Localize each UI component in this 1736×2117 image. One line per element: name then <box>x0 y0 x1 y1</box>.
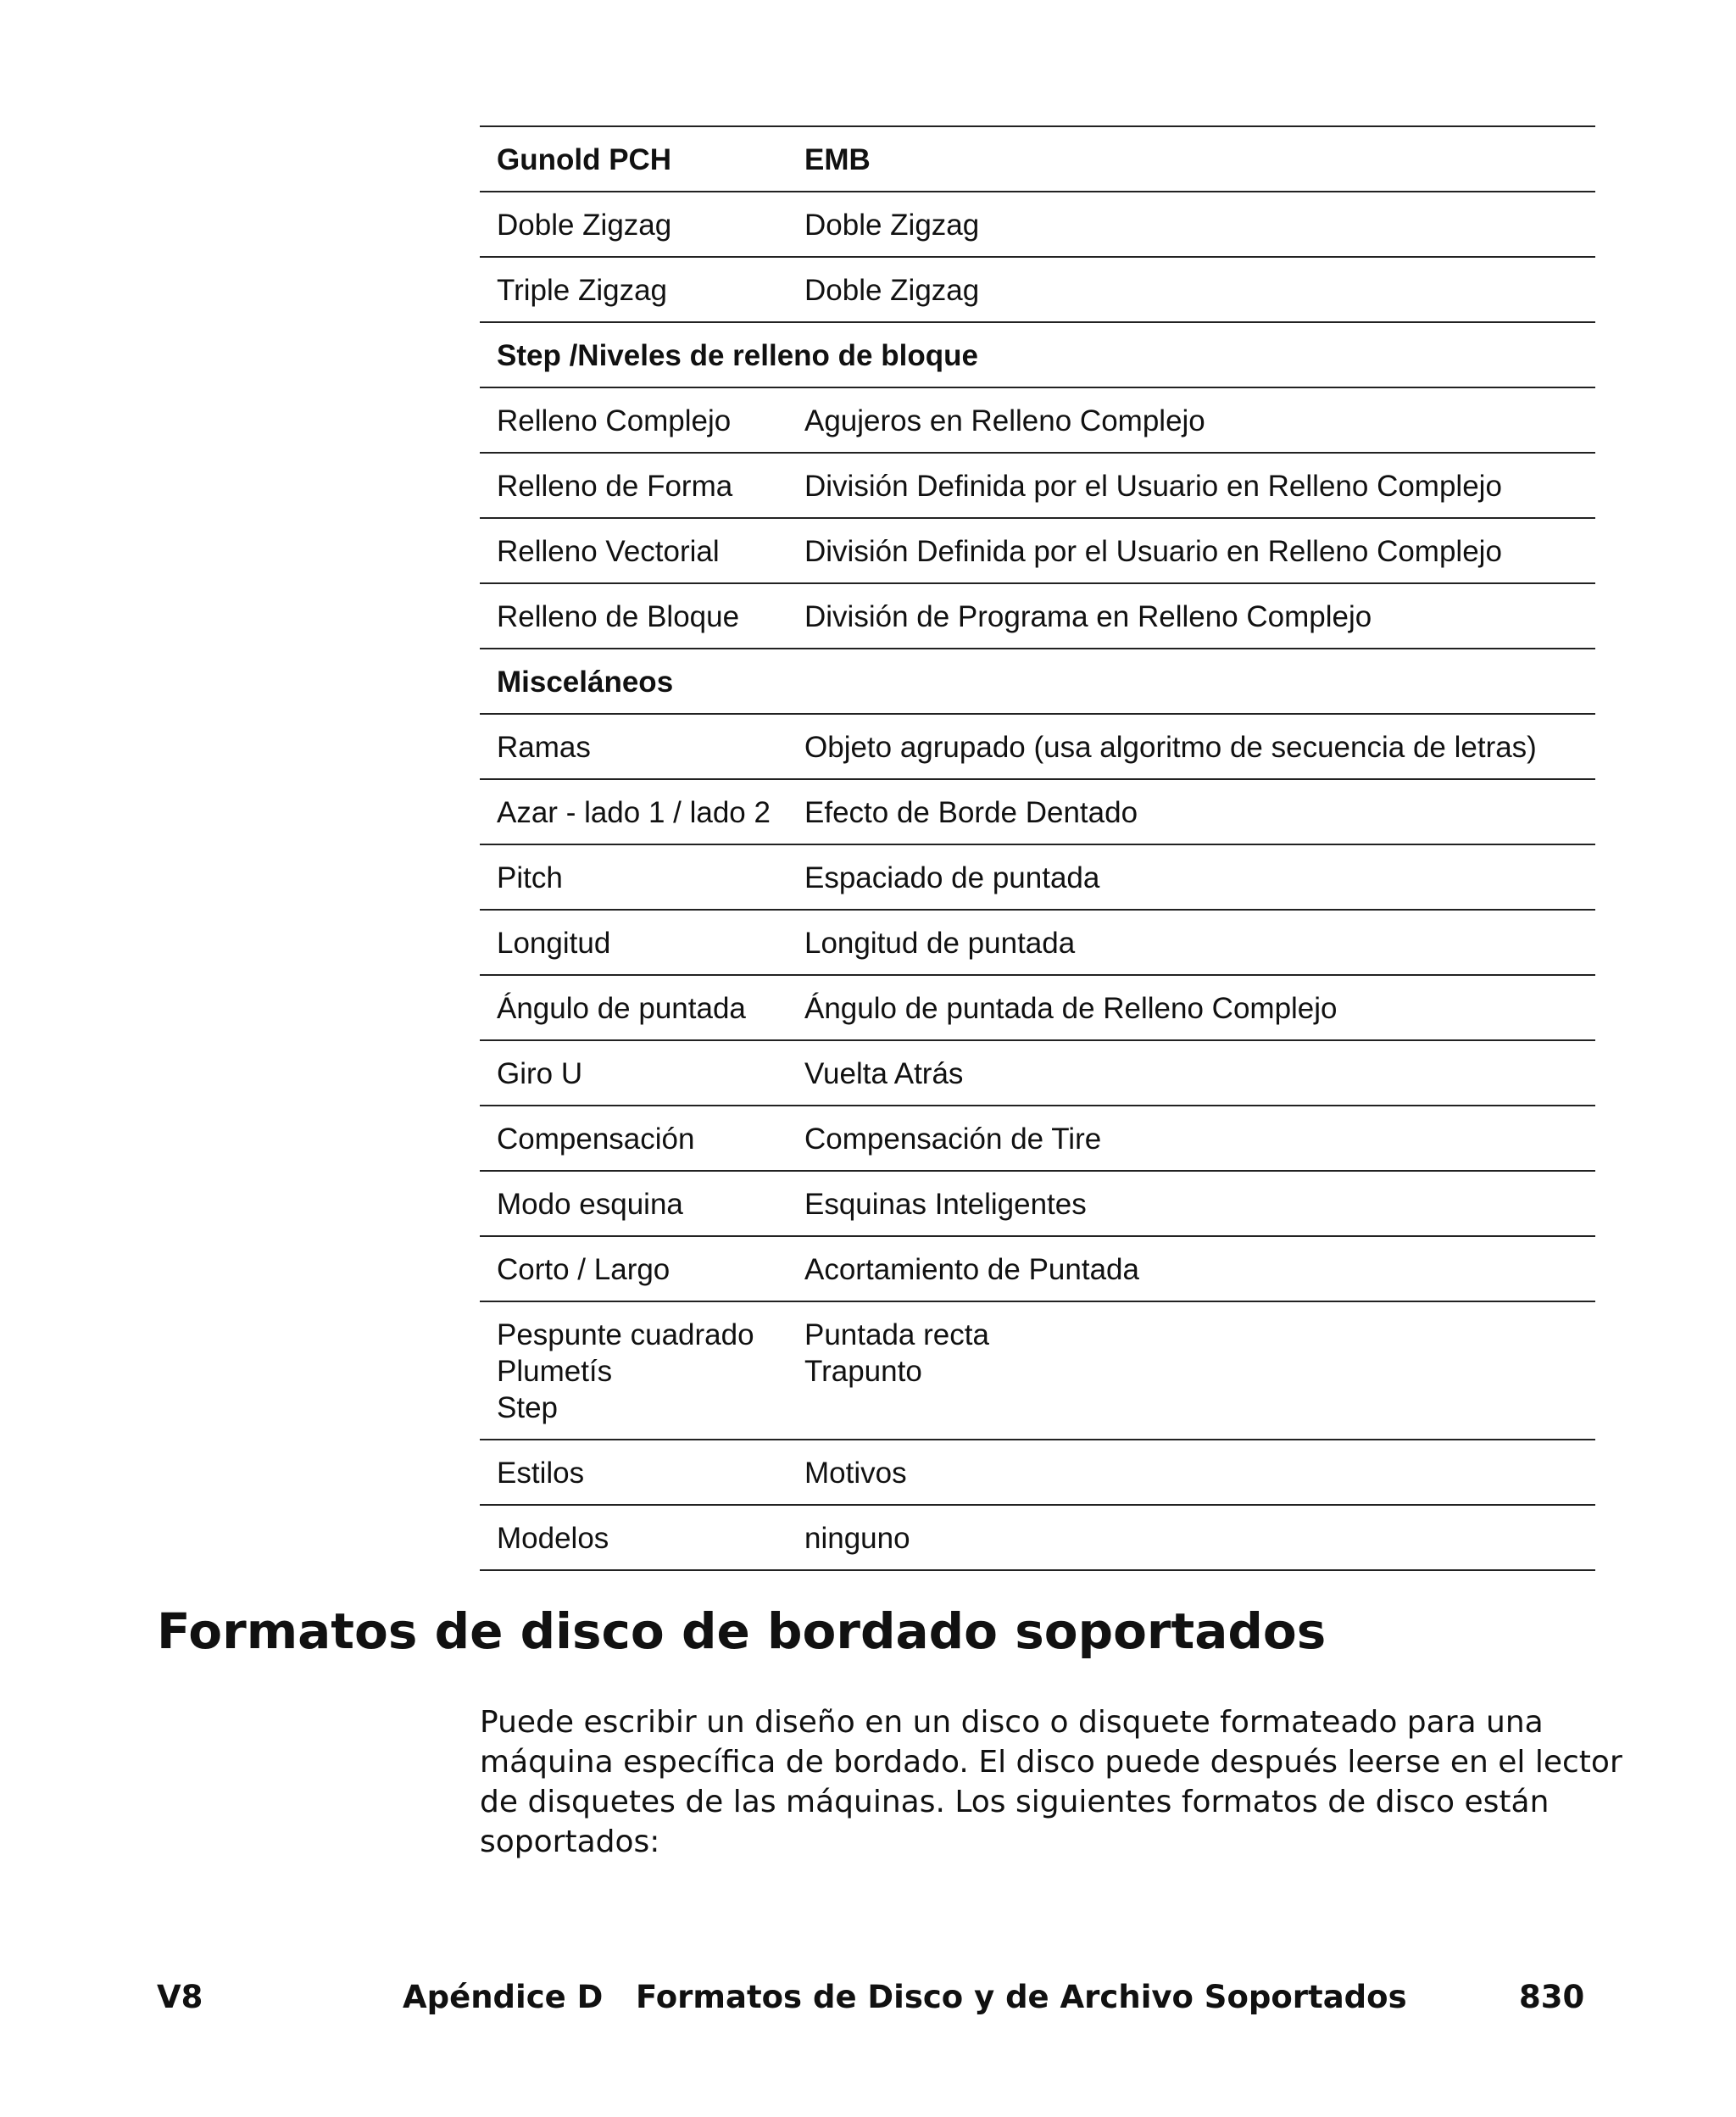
cell-pch: Modo esquina <box>497 1188 683 1221</box>
cell-emb: Vuelta Atrás <box>804 1057 964 1090</box>
table-row <box>480 1237 1595 1302</box>
table-header-row <box>480 127 1595 192</box>
paragraph-line: soportados: <box>480 1825 660 1859</box>
cell-pch: Estilos <box>497 1457 585 1490</box>
table-row <box>480 519 1595 584</box>
cell-pch: Corto / Largo <box>497 1253 670 1286</box>
cell-emb: Compensación de Tire <box>804 1123 1102 1156</box>
table-row-multiline <box>480 1302 1595 1440</box>
cell-line: Puntada recta <box>804 1318 989 1351</box>
footer-title: Apéndice D Formatos de Disco y de Archivo Soportados <box>403 1979 1407 2015</box>
cell-emb: División Definida por el Usuario en Relleno Complejo <box>804 535 1502 568</box>
cell-pch: Ramas <box>497 731 591 764</box>
table-row <box>480 1041 1595 1106</box>
cell-pch <box>480 1317 804 1426</box>
table-row <box>480 911 1595 976</box>
cell-pch: Triple Zigzag <box>497 274 667 307</box>
cell-pch: Ángulo de puntada <box>497 992 746 1025</box>
section-title-misc: Misceláneos <box>497 666 674 699</box>
cell-emb: Espaciado de puntada <box>804 861 1100 894</box>
table-row <box>480 1106 1595 1172</box>
footer-page-number: 830 <box>1519 1979 1585 2015</box>
conversion-table <box>480 125 1595 1571</box>
cell-line: Step <box>497 1391 558 1424</box>
cell-pch: Relleno de Forma <box>497 470 733 503</box>
paragraph-line: de disquetes de las máquinas. Los siguientes formatos de disco están <box>480 1785 1550 1819</box>
table-section-header <box>480 649 1595 715</box>
cell-pch: Pitch <box>497 861 563 894</box>
table-section-header <box>480 323 1595 388</box>
header-emb: EMB <box>804 143 871 176</box>
cell-pch: Relleno Complejo <box>497 404 732 437</box>
table-row <box>480 1506 1595 1571</box>
cell-pch: Relleno de Bloque <box>497 600 740 633</box>
cell-line: Trapunto <box>804 1355 922 1388</box>
header-gunold-pch: Gunold PCH <box>497 143 672 176</box>
table-row <box>480 454 1595 519</box>
table-row <box>480 258 1595 323</box>
cell-emb: Acortamiento de Puntada <box>804 1253 1139 1286</box>
cell-pch: Giro U <box>497 1057 583 1090</box>
cell-emb: Objeto agrupado (usa algoritmo de secuencia de letras) <box>804 731 1537 764</box>
cell-pch: Relleno Vectorial <box>497 535 720 568</box>
table-row <box>480 715 1595 780</box>
table-row <box>480 1440 1595 1506</box>
table-row <box>480 976 1595 1041</box>
cell-line: Pespunte cuadrado <box>497 1318 754 1351</box>
paragraph-line: máquina específica de bordado. El disco puede después leerse en el lector <box>480 1745 1622 1780</box>
section-heading: Formatos de disco de bordado soportados <box>157 1602 1327 1660</box>
cell-pch: Doble Zigzag <box>497 209 672 242</box>
cell-line: Plumetís <box>497 1355 613 1388</box>
cell-emb: Esquinas Inteligentes <box>804 1188 1087 1221</box>
cell-emb: Agujeros en Relleno Complejo <box>804 404 1205 437</box>
cell-emb: Ángulo de puntada de Relleno Complejo <box>804 992 1338 1025</box>
footer-version: V8 <box>157 1979 203 2015</box>
cell-emb: Doble Zigzag <box>804 209 980 242</box>
cell-emb: División Definida por el Usuario en Relleno Complejo <box>804 470 1502 503</box>
table-row <box>480 845 1595 911</box>
cell-emb: División de Programa en Relleno Complejo <box>804 600 1372 633</box>
paragraph-line: Puede escribir un diseño en un disco o disquete formateado para una <box>480 1705 1544 1740</box>
table-row <box>480 780 1595 845</box>
table-row <box>480 1172 1595 1237</box>
table-row <box>480 388 1595 454</box>
cell-emb: Doble Zigzag <box>804 274 980 307</box>
cell-emb: Efecto de Borde Dentado <box>804 796 1138 829</box>
cell-emb: Longitud de puntada <box>804 927 1076 960</box>
cell-emb <box>804 1317 1595 1426</box>
table-row <box>480 192 1595 258</box>
cell-emb: ninguno <box>804 1522 910 1555</box>
table-row <box>480 584 1595 649</box>
cell-pch: Longitud <box>497 927 611 960</box>
cell-pch: Compensación <box>497 1123 695 1156</box>
cell-pch: Modelos <box>497 1522 609 1555</box>
cell-pch: Azar - lado 1 / lado 2 <box>497 796 771 829</box>
section-title-step: Step /Niveles de relleno de bloque <box>497 339 978 372</box>
body-paragraph <box>480 1702 1622 1862</box>
cell-emb: Motivos <box>804 1457 907 1490</box>
